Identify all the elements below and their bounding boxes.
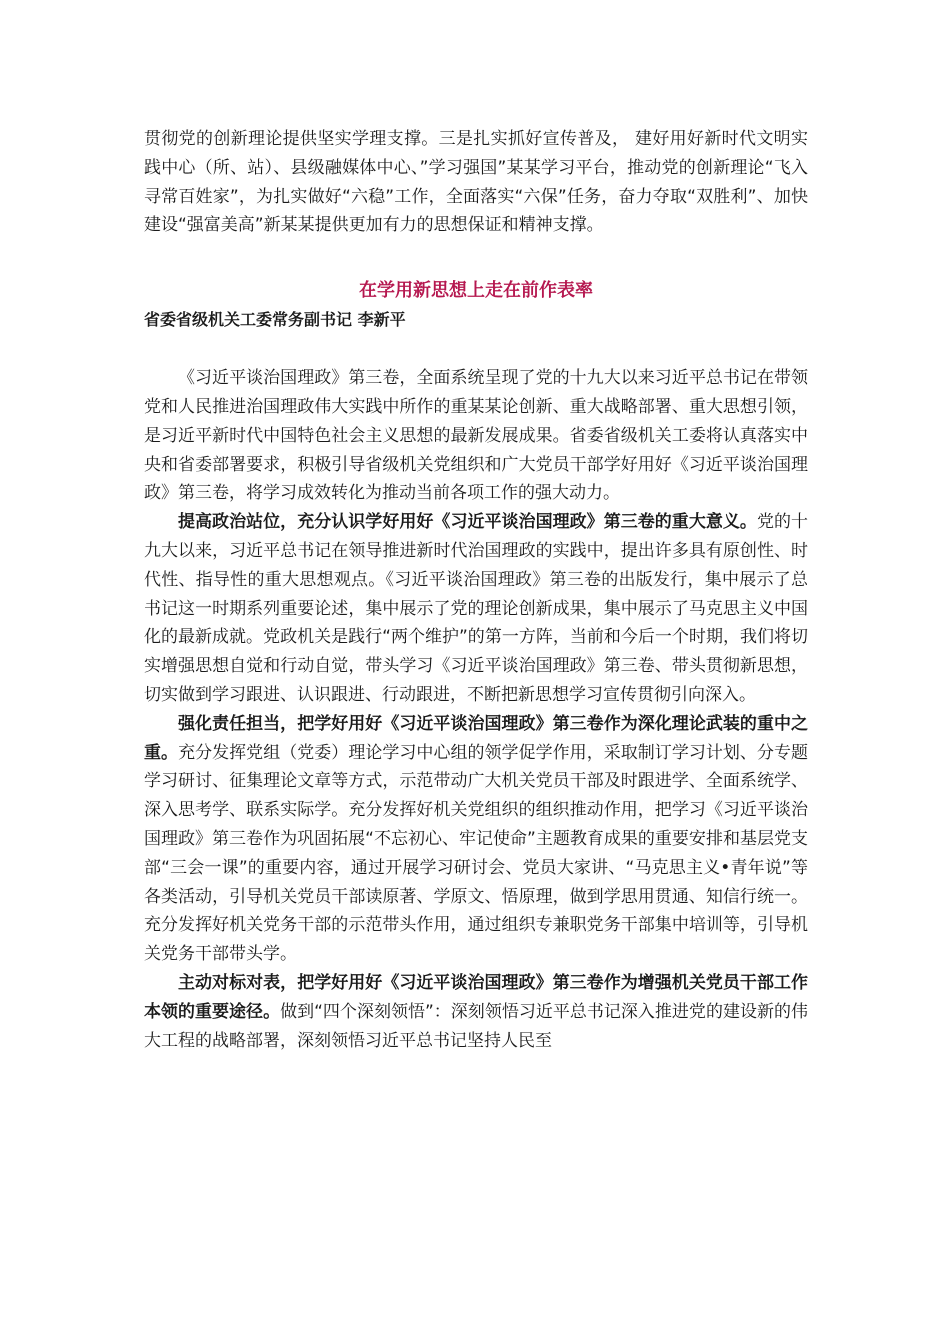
paragraph-text: 《习近平谈治国理政》第三卷，全面系统呈现了党的十九大以来习近平总书记在带领党和人民推进治国理政伟大实践中所作的重某某论创新、重大战略部署、重大思想引领，是习近平新时代中国特色社会主义思想的最新发展成果。省委省级机关工委将认真落实中央和省委部署要求，积极引导省级机关党组织和广大党员干部学好用好《习近平谈治国理政》第三卷，将学习成效转化为推动当前各项工作的强大动力。 [144,368,808,504]
blank-line [144,335,808,364]
document-body [144,125,808,1055]
body-paragraph-2 [144,508,808,710]
paragraph-text: 党的十九大以来，习近平总书记在领导推进新时代治国理政的实践中，提出许多具有原创性、时代性、指导性的重大思想观点。《习近平谈治国理政》第三卷的出版发行，集中展示了总书记这一时期系列重要论述，集中展示了党的理论创新成果，集中展示了马克思主义中国化的最新成就。党政机关是践行“两个维护”的第一方阵，当前和今后一个时期，我们将切实增强思想自觉和行动自觉，带头学习《习近平谈治国理政》第三卷、带头贯彻新思想，切实做到学习跟进、认识跟进、行动跟进，不断把新思想学习宣传贯彻引向深入。 [144,512,809,705]
paragraph-text: 充分发挥党组（党委）理论学习中心组的领学促学作用，采取制订学习计划、分专题学习研讨、征集理论文章等方式，示范带动广大机关党员干部及时跟进学、全面系统学、深入思考学、联系实际学。充分发挥好机关党组织的组织推动作用，把学习《习近平谈治国理政》第三卷作为巩固拓展“不忘初心、牢记使命”主题教育成果的重要安排和基层党支部“三会一课”的重要内容，通过开展学习研讨会、党员大家讲、“马克思主义•青年说”等各类活动，引导机关党员干部读原著、学原文、悟原理，做到学思用贯通、知信行统一。充分发挥好机关党务干部的示范带头作用，通过组织专兼职党务干部集中培训等，引导机关党务干部带头学。 [144,742,809,965]
body-paragraph-3 [144,710,808,969]
intro-paragraph: 贯彻党的创新理论提供坚实学理支撑。三是扎实抓好宣传普及， 建好用好新时代文明实践中心（所、站）、县级融媒体中心、”学习强国”某某学习平台，推动党的创新理论“飞入寻常百姓家”，为扎实做好“六稳”工作，全面落实“六保”任务，奋力夺取“双胜利”、加快建设“强富美高”新某某提供更加有力的思想保证和精神支撑。 [144,129,808,236]
article-byline: 省委省级机关工委常务副书记 李新平 [144,310,406,330]
paragraph-lead: 主动对标对表，把学好用好《习近平谈治国理政》第三卷作为增强机关党员干部工作本领的重要途径。 [144,972,808,1022]
body-paragraph-4 [144,969,808,1055]
paragraph-text: 做到“四个深刻领悟”：深刻领悟习近平总书记深入推进党的建设新的伟大工程的战略部署，深刻领悟习近平总书记坚持人民至 [144,1001,808,1051]
article-title: 在学用新思想上走在前作表率 [359,280,593,302]
paragraph-lead: 强化责任担当，把学好用好《习近平谈治国理政》第三卷作为深化理论武装的重中之重。 [144,713,808,763]
paragraph-lead: 提高政治站位，充分认识学好用好《习近平谈治国理政》第三卷的重大意义。 [178,512,757,533]
body-paragraph-1 [144,364,808,508]
